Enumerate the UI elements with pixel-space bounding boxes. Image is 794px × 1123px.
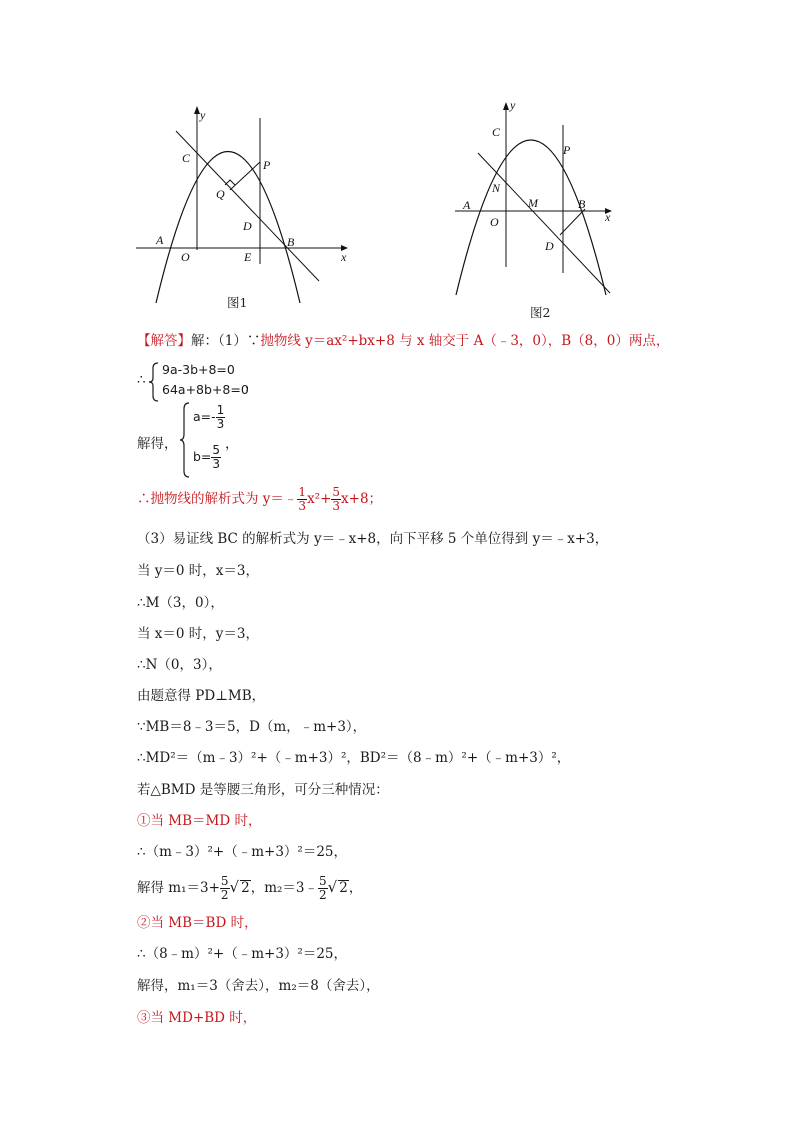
solution-line-19: 解得，m₁＝3（舍去），m₂＝8（舍去）， <box>137 978 380 994</box>
label-p: P <box>263 158 271 172</box>
radical-icon: √ <box>229 878 240 896</box>
solution-line-16 <box>137 872 362 903</box>
solution-case-1: ①当 MB＝MD 时， <box>137 813 262 829</box>
solution-line-15: ∴（m﹣3）²+（﹣m+3）²＝25， <box>137 844 347 860</box>
segment-db <box>560 209 585 235</box>
left-brace-icon <box>148 362 160 402</box>
fraction-5-2-b <box>318 875 328 902</box>
label-m: M <box>528 196 538 210</box>
equation-system-2 <box>137 402 277 480</box>
label-o: O <box>181 250 190 264</box>
figure-2-graph <box>450 95 625 300</box>
figure-1 <box>136 100 356 305</box>
label-c: C <box>182 151 191 165</box>
solution-line-10: 由题意得 PD⊥MB， <box>137 688 266 704</box>
solution-line-8: 当 x＝0 时，y＝3， <box>137 626 260 642</box>
label-o: O <box>490 215 499 229</box>
figure-2-caption: 图2 <box>530 305 551 320</box>
m1-frac-den: 2 <box>220 888 229 902</box>
solve-lead: 解得， <box>137 436 178 452</box>
solution-case-3: ③当 MD+BD 时， <box>137 1010 257 1026</box>
solution-problem-statement: 抛物线 y＝ax²+bx+8 与 x 轴交于 A（﹣3，0），B（8，0）两点， <box>260 333 670 349</box>
m2-frac-den: 2 <box>319 888 327 902</box>
system-2-eq-b <box>193 444 221 471</box>
label-c: C <box>492 125 501 139</box>
m-tail: ， <box>348 880 363 896</box>
figure-1-graph <box>136 100 356 305</box>
m1-frac-num: 5 <box>220 874 229 888</box>
a-denominator: 3 <box>216 417 225 431</box>
b-lhs: b= <box>193 449 212 464</box>
solution-line-7: ∴M（3，0）， <box>137 595 224 611</box>
expr-lead: ∴抛物线的解析式为 y＝﹣ <box>137 491 298 507</box>
parabola <box>156 152 300 304</box>
fraction-5-3 <box>331 486 341 513</box>
m1-radicand: 2 <box>241 880 250 896</box>
solution-line-11: ∵MB＝8﹣3＝5，D（m，﹣m+3）， <box>137 719 367 735</box>
label-q: Q <box>216 187 225 201</box>
label-x: x <box>341 250 347 264</box>
label-a: A <box>156 233 164 247</box>
solution-line-12: ∴MD²＝（m﹣3）²+（﹣m+3）²，BD²＝（8﹣m）²+（﹣m+3）²， <box>137 750 571 766</box>
expr-mid: x²+ <box>307 491 332 507</box>
m2-frac-num: 5 <box>319 874 327 888</box>
solution-part1-lead: 解：（1）∵ <box>191 333 261 349</box>
system-1-eq2: 64a+8b+8=0 <box>162 382 249 397</box>
label-d: D <box>545 239 554 253</box>
label-x: x <box>605 210 611 224</box>
system-2-eq-a <box>193 404 225 431</box>
left-brace-icon <box>179 402 191 478</box>
label-y: y <box>510 98 516 112</box>
expr-end: x+8； <box>341 491 383 507</box>
y-axis-arrow <box>503 102 509 110</box>
label-b: B <box>578 197 586 211</box>
fraction-5-2-a <box>220 875 230 902</box>
frac1-den: 3 <box>298 499 307 513</box>
solution-line-9: ∴N（0，3）， <box>137 657 222 673</box>
equation-system-1 <box>137 362 277 402</box>
therefore-symbol: ∴ <box>137 372 146 388</box>
parabola <box>456 140 606 295</box>
frac1-num: 1 <box>298 485 307 499</box>
solution-line-13: 若△BMD 是等腰三角形，可分三种情况： <box>137 782 389 798</box>
solution-line-1 <box>137 332 669 350</box>
system-1-eq1: 9a-3b+8=0 <box>162 362 235 377</box>
segment-pq <box>230 162 260 190</box>
solution-case-2: ②当 MB＝BD 时， <box>137 915 258 931</box>
b-numerator: 5 <box>212 443 221 457</box>
label-a: A <box>463 198 471 212</box>
label-p: P <box>563 143 571 157</box>
system-1-tail: ， <box>245 376 259 392</box>
figure-1-caption: 图1 <box>227 295 248 310</box>
answer-tag: 【解答】 <box>137 333 191 349</box>
solution-line-parabola-expression <box>137 484 382 514</box>
solution-line-5: （3）易证线 BC 的解析式为 y＝﹣x+8，向下平移 5 个单位得到 y＝﹣x+3， <box>137 531 609 547</box>
frac2-den: 3 <box>332 499 341 513</box>
fraction-b <box>211 444 221 471</box>
solution-line-6: 当 y＝0 时，x＝3， <box>137 563 260 579</box>
label-n: N <box>492 181 501 195</box>
b-denominator: 3 <box>212 457 221 471</box>
m1-lead: 解得 m₁＝3+ <box>137 880 220 896</box>
fraction-1-3 <box>297 486 307 513</box>
system-2-tail: ， <box>225 436 239 452</box>
label-y: y <box>200 108 206 122</box>
a-numerator: 1 <box>216 403 225 417</box>
frac2-num: 5 <box>332 485 341 499</box>
label-b: B <box>287 235 295 249</box>
m2-radicand: 2 <box>339 880 348 896</box>
a-lhs: a=- <box>193 409 216 424</box>
label-e: E <box>244 250 252 264</box>
figure-2 <box>450 95 625 300</box>
fraction-a <box>216 404 226 431</box>
solution-line-18: ∴（8﹣m）²+（﹣m+3）²＝25， <box>137 946 347 962</box>
radical-icon: √ <box>327 878 338 896</box>
label-d: D <box>243 219 252 233</box>
m2-lead: ，m₂＝3﹣ <box>250 880 319 896</box>
